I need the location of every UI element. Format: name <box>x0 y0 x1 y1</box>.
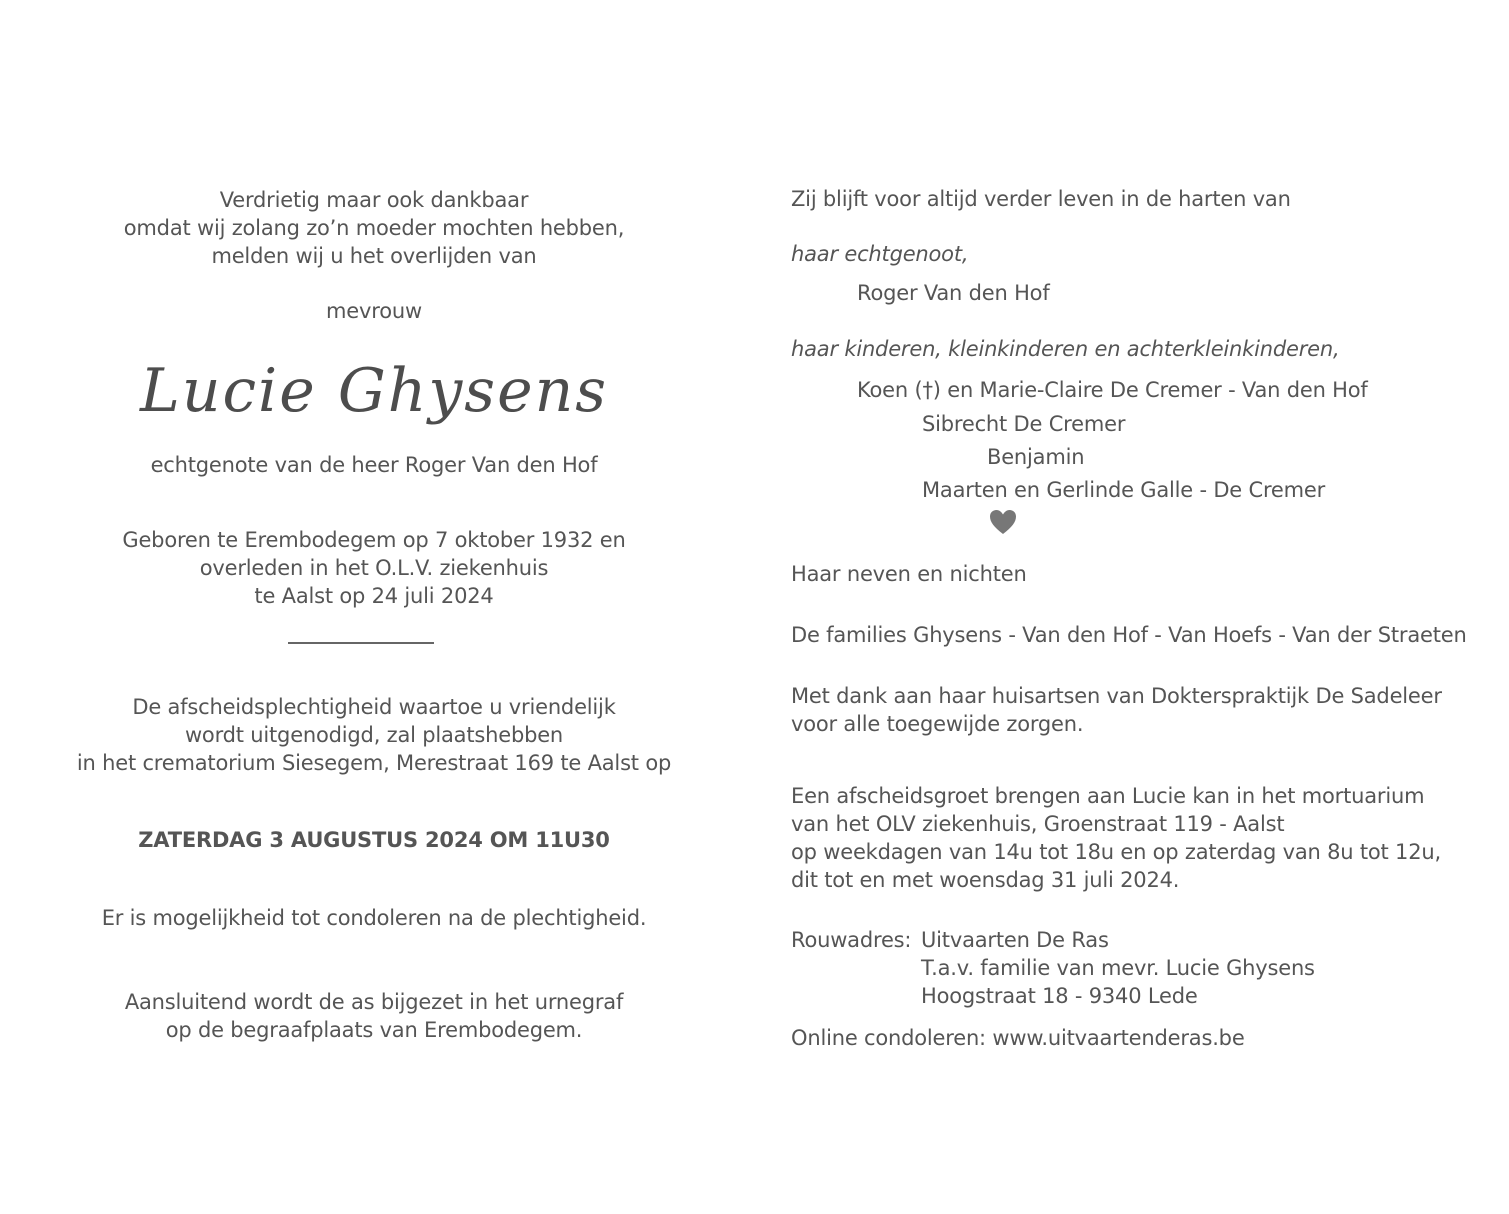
address-line: Hoogstraat 18 - 9340 Lede <box>921 984 1198 1008</box>
visit-block <box>791 782 1441 894</box>
intro-line: melden wij u het overlijden van <box>211 244 537 268</box>
ceremony-line: De afscheidsplechtigheid waartoe u vriendelijk <box>132 695 616 719</box>
birth-line: Geboren te Erembodegem op 7 oktober 1932 en <box>122 528 626 552</box>
ceremony-date: ZATERDAG 3 AUGUSTUS 2024 OM 11U30 <box>138 828 610 852</box>
family-member: Koen (†) en Marie-Claire De Cremer - Van den Hof <box>857 378 1368 402</box>
visit-line: op weekdagen van 14u tot 18u en op zaterdag van 8u tot 12u, <box>791 840 1441 864</box>
intro-line: omdat wij zolang zo’n moeder mochten hebben, <box>123 216 625 240</box>
address-label: Rouwadres: <box>791 928 912 952</box>
burial-line: Aansluitend wordt de as bijgezet in het urnegraf <box>124 990 624 1014</box>
address-block <box>921 926 1315 1010</box>
heart-icon <box>989 509 1017 535</box>
birth-block <box>74 526 674 610</box>
intro-line: Verdrietig maar ook dankbaar <box>219 188 529 212</box>
spouse-name: Roger Van den Hof <box>857 281 1050 305</box>
thanks-line: Met dank aan haar huisartsen van Dokterspraktijk De Sadeleer <box>791 684 1442 708</box>
family-member: Sibrecht De Cremer <box>922 412 1126 436</box>
burial-block <box>74 988 674 1044</box>
visit-line: dit tot en met woensdag 31 juli 2024. <box>791 868 1180 892</box>
divider <box>288 642 434 644</box>
burial-line: op de begraafplaats van Erembodegem. <box>165 1018 583 1042</box>
birth-line: te Aalst op 24 juli 2024 <box>254 584 494 608</box>
ceremony-block <box>74 693 674 777</box>
ceremony-line: in het crematorium Siesegem, Merestraat 169 te Aalst op <box>76 751 672 775</box>
visit-line: van het OLV ziekenhuis, Groenstraat 119 - Aalst <box>791 812 1285 836</box>
deceased-name: Lucie Ghysens <box>139 356 609 426</box>
thanks-block <box>791 682 1442 738</box>
thanks-line: voor alle toegewijde zorgen. <box>791 712 1084 736</box>
address-line: T.a.v. familie van mevr. Lucie Ghysens <box>921 956 1315 980</box>
birth-line: overleden in het O.L.V. ziekenhuis <box>199 556 549 580</box>
family-member: Benjamin <box>987 445 1085 469</box>
condolence-note: Er is mogelijkheid tot condoleren na de plechtigheid. <box>101 906 647 930</box>
families-line: De families Ghysens - Van den Hof - Van Hoefs - Van der Straeten <box>791 623 1467 647</box>
address-line: Uitvaarten De Ras <box>921 928 1109 952</box>
spouse-label: haar echtgenoot, <box>791 242 969 266</box>
nephews-line: Haar neven en nichten <box>791 562 1027 586</box>
visit-line: Een afscheidsgroet brengen aan Lucie kan in het mortuarium <box>791 784 1425 808</box>
family-member: Maarten en Gerlinde Galle - De Cremer <box>922 478 1326 502</box>
intro-block <box>74 186 674 270</box>
spouse-line: echtgenote van de heer Roger Van den Hof <box>150 453 598 477</box>
ceremony-line: wordt uitgenodigd, zal plaatshebben <box>184 723 564 747</box>
online-condolence: Online condoleren: www.uitvaartenderas.be <box>791 1026 1245 1050</box>
heading: Zij blijft voor altijd verder leven in de harten van <box>791 187 1291 211</box>
salutation: mevrouw <box>326 299 422 323</box>
children-label: haar kinderen, kleinkinderen en achterkleinkinderen, <box>791 337 1340 361</box>
